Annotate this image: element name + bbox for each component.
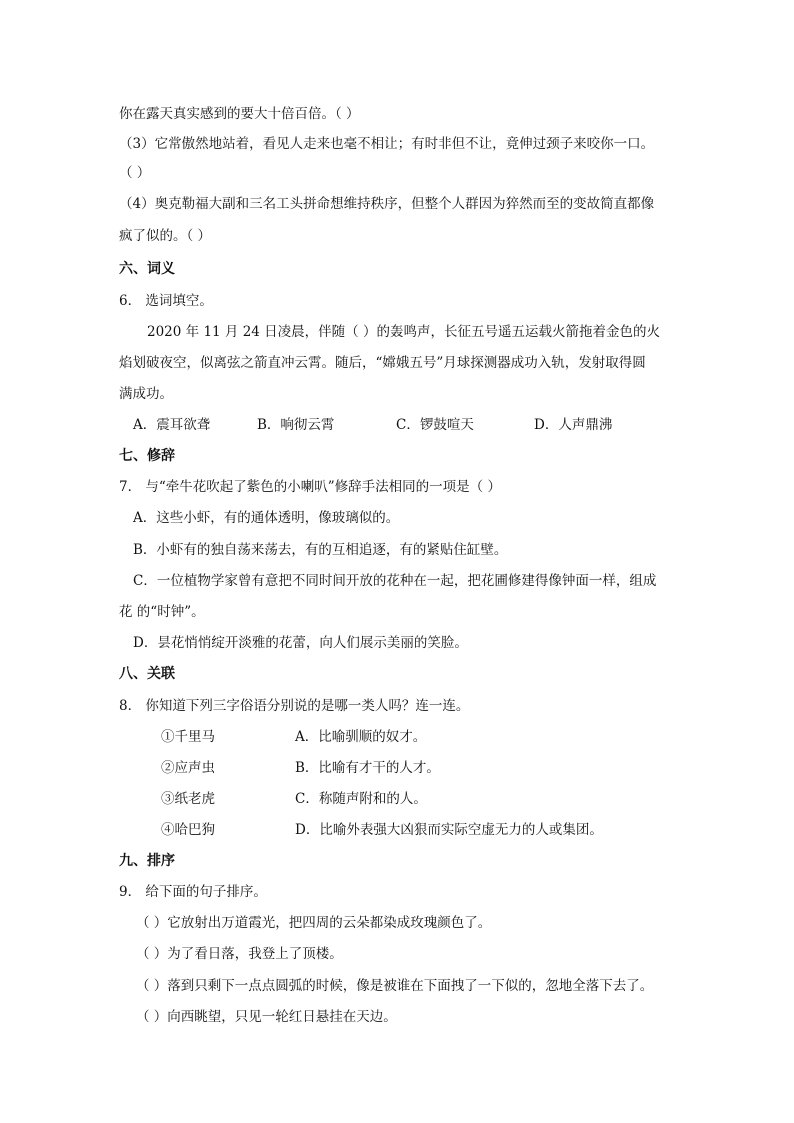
section6-heading: 六、词义 [119,261,175,277]
s7-option-c-line2: 花 的“时钟”。 [119,604,205,620]
s9-item-2: （ ）为了看日落，我登上了顶楼。 [136,946,343,962]
s8-right-d: D．比喻外表强大凶狠而实际空虚无力的人或集团。 [295,822,603,838]
s5-line2: （3）它常傲然地站着，看见人走来也毫不相让；有时非但不让，竟伸过颈子来咬你一口。 [119,136,655,152]
s7-option-c-line1: C．一位植物学家曾有意把不同时间开放的花种在一起，把花圃修建得像钟面一样，组成 [133,573,657,589]
s5-line4: （4）奥克勒福大副和三名工头拼命想维持秩序，但整个人群因为猝然而至的变故简直都像 [119,196,655,212]
s5-line5: 疯了似的。（ ） [119,228,212,244]
s9-item-4: （ ）向西眺望，只见一轮红日悬挂在天边。 [136,1009,397,1025]
s8-left-1: ①千里马 [161,729,215,745]
section9-heading: 九、排序 [119,853,175,869]
s5-line3: （ ） [119,165,151,181]
s7-option-a: A．这些小虾，有的通体透明，像玻璃似的。 [133,510,400,526]
section7-heading: 七、修辞 [119,448,175,464]
s8-left-4: ④哈巴狗 [161,822,215,838]
s6-option-d: D．人声鼎沸 [534,417,613,433]
s8-left-3: ③纸老虎 [161,791,215,807]
s6-para3: 满成功。 [119,386,173,402]
s6-para2: 焰划破夜空，似离弦之箭直冲云霄。随后，“嫦娥五号”月球探测器成功入轨，发射取得圆 [119,355,646,371]
s7-option-b: B．小虾有的独自荡来荡去，有的互相追逐，有的紧贴住缸壁。 [133,542,508,558]
s7-option-d: D．昙花悄悄绽开淡雅的花蕾，向人们展示美丽的笑脸。 [133,635,468,651]
s8-left-2: ②应声虫 [161,760,215,776]
question-6: 6． 选词填空。 [119,293,213,309]
s9-item-1: （ ）它放射出万道霞光，把四周的云朵都染成玫瑰颜色了。 [136,915,492,931]
s9-item-3: （ ）落到只剩下一点点圆弧的时候，像是被谁在下面拽了一下似的，忽地全落下去了。 [136,978,654,994]
question-8: 8． 你知道下列三字俗语分别说的是哪一类人吗？连一连。 [119,698,470,714]
question-7: 7． 与“牵牛花吹起了紫色的小喇叭”修辞手法相同的一项是（ ） [119,479,501,495]
question-9: 9． 给下面的句子排序。 [119,884,267,900]
s6-option-b: B．响彻云霄 [257,417,335,433]
s8-right-a: A．比喻驯顺的奴才。 [295,729,427,745]
s6-option-a: A．震耳欲聋 [133,417,211,433]
s8-right-c: C．称随声附和的人。 [295,791,427,807]
s5-line1: 你在露天真实感到的要大十倍百倍。（ ） [119,106,360,122]
section8-heading: 八、关联 [119,666,175,682]
s6-option-c: C．锣鼓喧天 [396,417,474,433]
s8-right-b: B．比喻有才干的人才。 [295,760,440,776]
s6-para1: 2020 年 11 月 24 日凌晨，伴随（ ）的轰鸣声，长征五号遥五运载火箭拖着金色的火 [147,324,660,340]
